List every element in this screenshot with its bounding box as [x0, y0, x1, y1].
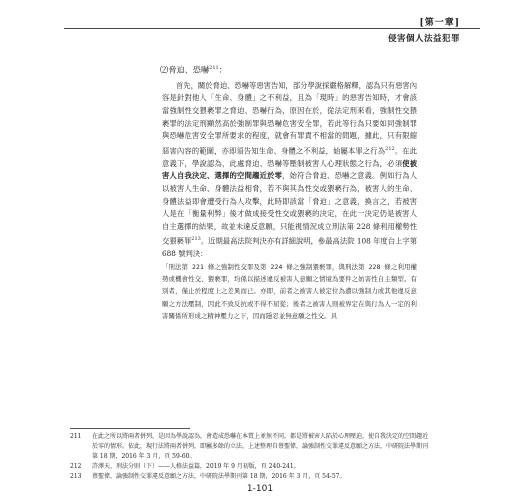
footnote [70, 432, 430, 462]
chapter-subtitle: 侵害個人法益犯罪 [387, 34, 460, 44]
footnote [70, 472, 430, 482]
paragraph: 首先，關於脅迫、恐嚇等惡害告知，部分學說採嚴格解釋，認為只有惡害內容是針對他人「生命、身體」之不利益，且為「現時」的惡害告知時，才會該當強制性交猥褻罪之脅迫、恐嚇行為，原因在於，從法定刑來看，強制性交猥褻罪的法定刑顯然高於強制罪與恐嚇危害安全罪，若此等行為只要如同強制罪與恐嚇危害安全罪所要求的程度，就會有罪責不相當的問題，據此，只有限縮惡害內容的範圍，亦即須告知生命、身體之不利益，始屬本罪之行為$^{212}$。在此意義下，學說認為，此處脅迫、恐嚇等壓制被害人心理狀態之行為，必須使被害人自我決定、選擇的空間趨近於零，始符合脅迫、恐嚇之意義。例如行為人以被害人生命、身體法益相脅，若不與其為性交或猥褻行為，被害人的生命、身體法益即會遭受行為人攻擊，此時即該當「脅迫」之意義，換言之，若被害人是在「衡量利弊」後才做成接受性交或猥褻的決定，在此一決定仍是被害人自主選擇的結果，故並未違反意願，只能視情況成立刑法第 228 條利用權勢性交猥褻罪$^{213}$。近期最高法院判決亦有詳細說明，參最高法院 108 年度台上字第 688 號判決： [162, 80, 418, 259]
footnote-text: 蔡聖偉，論強制性交罪違反意願之方法，中研院法學期刊第 18 期，2016 年 3 月，頁 54-57。 [92, 473, 346, 480]
footnote-ref-212: 212 [385, 145, 395, 152]
main-text [162, 62, 417, 322]
footnote-number: 213 [70, 473, 82, 480]
emphasis-text: 使被害人自我決定、選擇的空間趨近於零 [162, 158, 418, 181]
page-number: 1-101 [246, 484, 274, 494]
footnotes [70, 432, 430, 482]
footnote-text: 在此之所以將兩者併列，是因為學說認為，會造成恐嚇在本質上並無不同，都是將被害人陷於心理壓迫，使自我決定的空間趨近於零的情形。依此，現行法將兩者併列，即屬多餘的立法。上述整理自蔡聖偉，論強制性交罪違反意願之方法，中研院法學期刊第 18 期，2016 年 3 月，頁 59-60。 [92, 433, 429, 460]
footnote-ref-213: 213 [191, 236, 201, 243]
footnote-rule [70, 428, 190, 429]
footnote-number: 211 [70, 433, 82, 440]
section-heading: ⑵脅迫、恐嚇$^{211}$： [160, 64, 227, 75]
court-quote: 「刑法第 221 條之強制性交罪及第 224 條之強制猥褻罪，與刑法第 228 條之利用權勢或機會性交、猥褻罪，均係以描述違反被害人意願之情境為要件之妨害性自主類型。有別者，僅止於程度上之差異而已。亦即，前者之被害人被定位為遭以強制力或其他違反意願之方法壓制，因此不致反抗或不得不屈從；後者之被害人則被界定在與行為人一定的利害關係所形成之精神壓力之下，因而隱忍並無意願之性交。具 [162, 262, 417, 321]
chapter-label: [第一章] [419, 18, 460, 28]
footnote-number: 212 [70, 463, 82, 470]
footnote-ref-211: 211 [209, 65, 219, 71]
footnote [70, 462, 430, 472]
footnote-text: 許澤天，刑法分則（下）——人格法益篇，2019 年 9 月初版，頁 240-241。 [92, 463, 300, 470]
header-rule [64, 28, 480, 29]
